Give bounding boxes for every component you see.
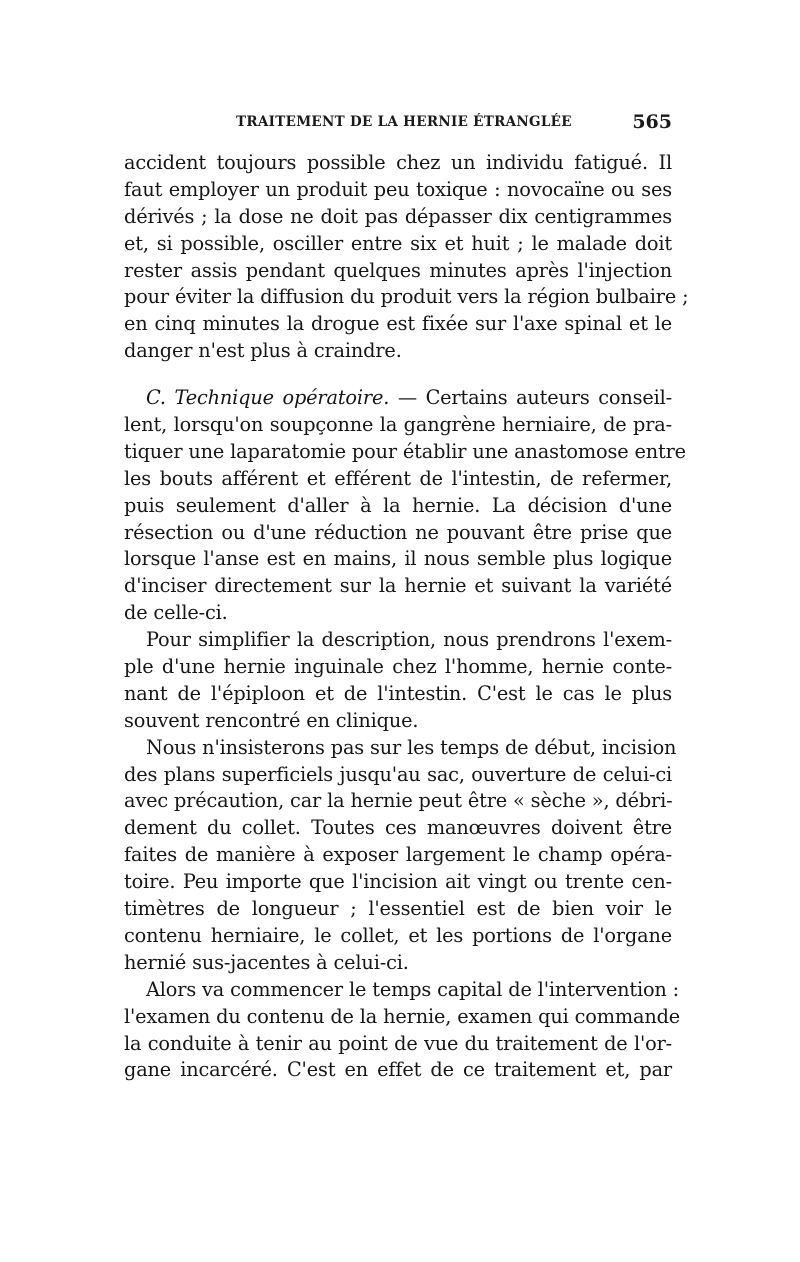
running-head: TRAITEMENT DE LA HERNIE ÉTRANGLÉE (236, 114, 572, 130)
section-heading-line (124, 385, 672, 412)
text-line: Pour simplifier la description, nous prendrons l'exem- (146, 628, 672, 652)
text-line: souvent rencontré en clinique. (124, 708, 419, 732)
paragraph-4 (124, 735, 677, 977)
section-spacer (124, 365, 672, 385)
text-line: timètres de longueur ; l'essentiel est de bien voir le (124, 897, 672, 921)
text-line: contenu herniaire, le collet, et les portions de l'organe (124, 923, 672, 947)
text-line: l'examen du contenu de la hernie, examen qui commande (124, 1004, 681, 1028)
text-line: les bouts afférent et efférent de l'intestin, de refermer, (124, 466, 672, 490)
text-line: et, si possible, osciller entre six et huit ; le malade doit (124, 231, 672, 255)
text-line: tiquer une laparatomie pour établir une anastomose entre (124, 439, 686, 463)
text-line: gane incarcéré. C'est en effet de ce traitement et, par (124, 1058, 672, 1082)
text-line: en cinq minutes la drogue est fixée sur l'axe spinal et le (124, 312, 672, 336)
text-fragment: — Certains auteurs conseil- (389, 386, 673, 410)
paragraph-5 (124, 977, 681, 1085)
text-line: avec précaution, car la hernie peut être « sèche », débri- (124, 789, 673, 813)
text-line: faut employer un produit peu toxique : novocaïne ou ses (124, 177, 672, 201)
text-line: lorsque l'anse est en mains, il nous semble plus logique (124, 547, 672, 571)
text-line: Alors va commencer le temps capital de l'intervention : (146, 977, 680, 1001)
text-line: dérivés ; la dose ne doit pas dépasser dix centigrammes (124, 204, 672, 228)
text-line: Nous n'insisterons pas sur les temps de début, incision (146, 735, 677, 759)
page-number: 565 (632, 111, 672, 133)
text-line: toire. Peu importe que l'incision ait vingt ou trente cen- (124, 870, 672, 894)
section-label: C. Technique opératoire. (146, 386, 390, 410)
paragraph-2 (124, 385, 686, 627)
text-line: ple d'une hernie inguinale chez l'homme, hernie conte- (124, 655, 672, 679)
paragraph-1 (124, 150, 689, 365)
text-line: lent, lorsqu'on soupçonne la gangrène herniaire, de pra- (124, 413, 672, 437)
text-line: de celle-ci. (124, 601, 228, 625)
text-line: d'inciser directement sur la hernie et suivant la variété (124, 574, 672, 598)
page-header (124, 111, 672, 138)
text-line: nant de l'épiploon et de l'intestin. C'est le cas le plus (124, 681, 672, 705)
text-line: rester assis pendant quelques minutes après l'injection (124, 258, 672, 282)
text-line: puis seulement d'aller à la hernie. La décision d'une (124, 493, 672, 517)
paragraph-3 (124, 627, 672, 735)
text-line: la conduite à tenir au point de vue du traitement de l'or- (124, 1031, 672, 1055)
text-line: pour éviter la diffusion du produit vers la région bulbaire ; (124, 285, 689, 309)
text-line: faites de manière à exposer largement le champ opéra- (124, 843, 672, 867)
text-line: accident toujours possible chez un individu fatigué. Il (124, 151, 672, 174)
text-line: des plans superficiels jusqu'au sac, ouverture de celui-ci (124, 762, 672, 786)
text-line: danger n'est plus à craindre. (124, 339, 402, 363)
body-text (124, 150, 689, 1084)
text-line: dement du collet. Toutes ces manœuvres doivent être (124, 816, 672, 840)
text-line: hernié sus-jacentes à celui-ci. (124, 950, 409, 974)
text-line: résection ou d'une réduction ne pouvant être prise que (124, 520, 672, 544)
